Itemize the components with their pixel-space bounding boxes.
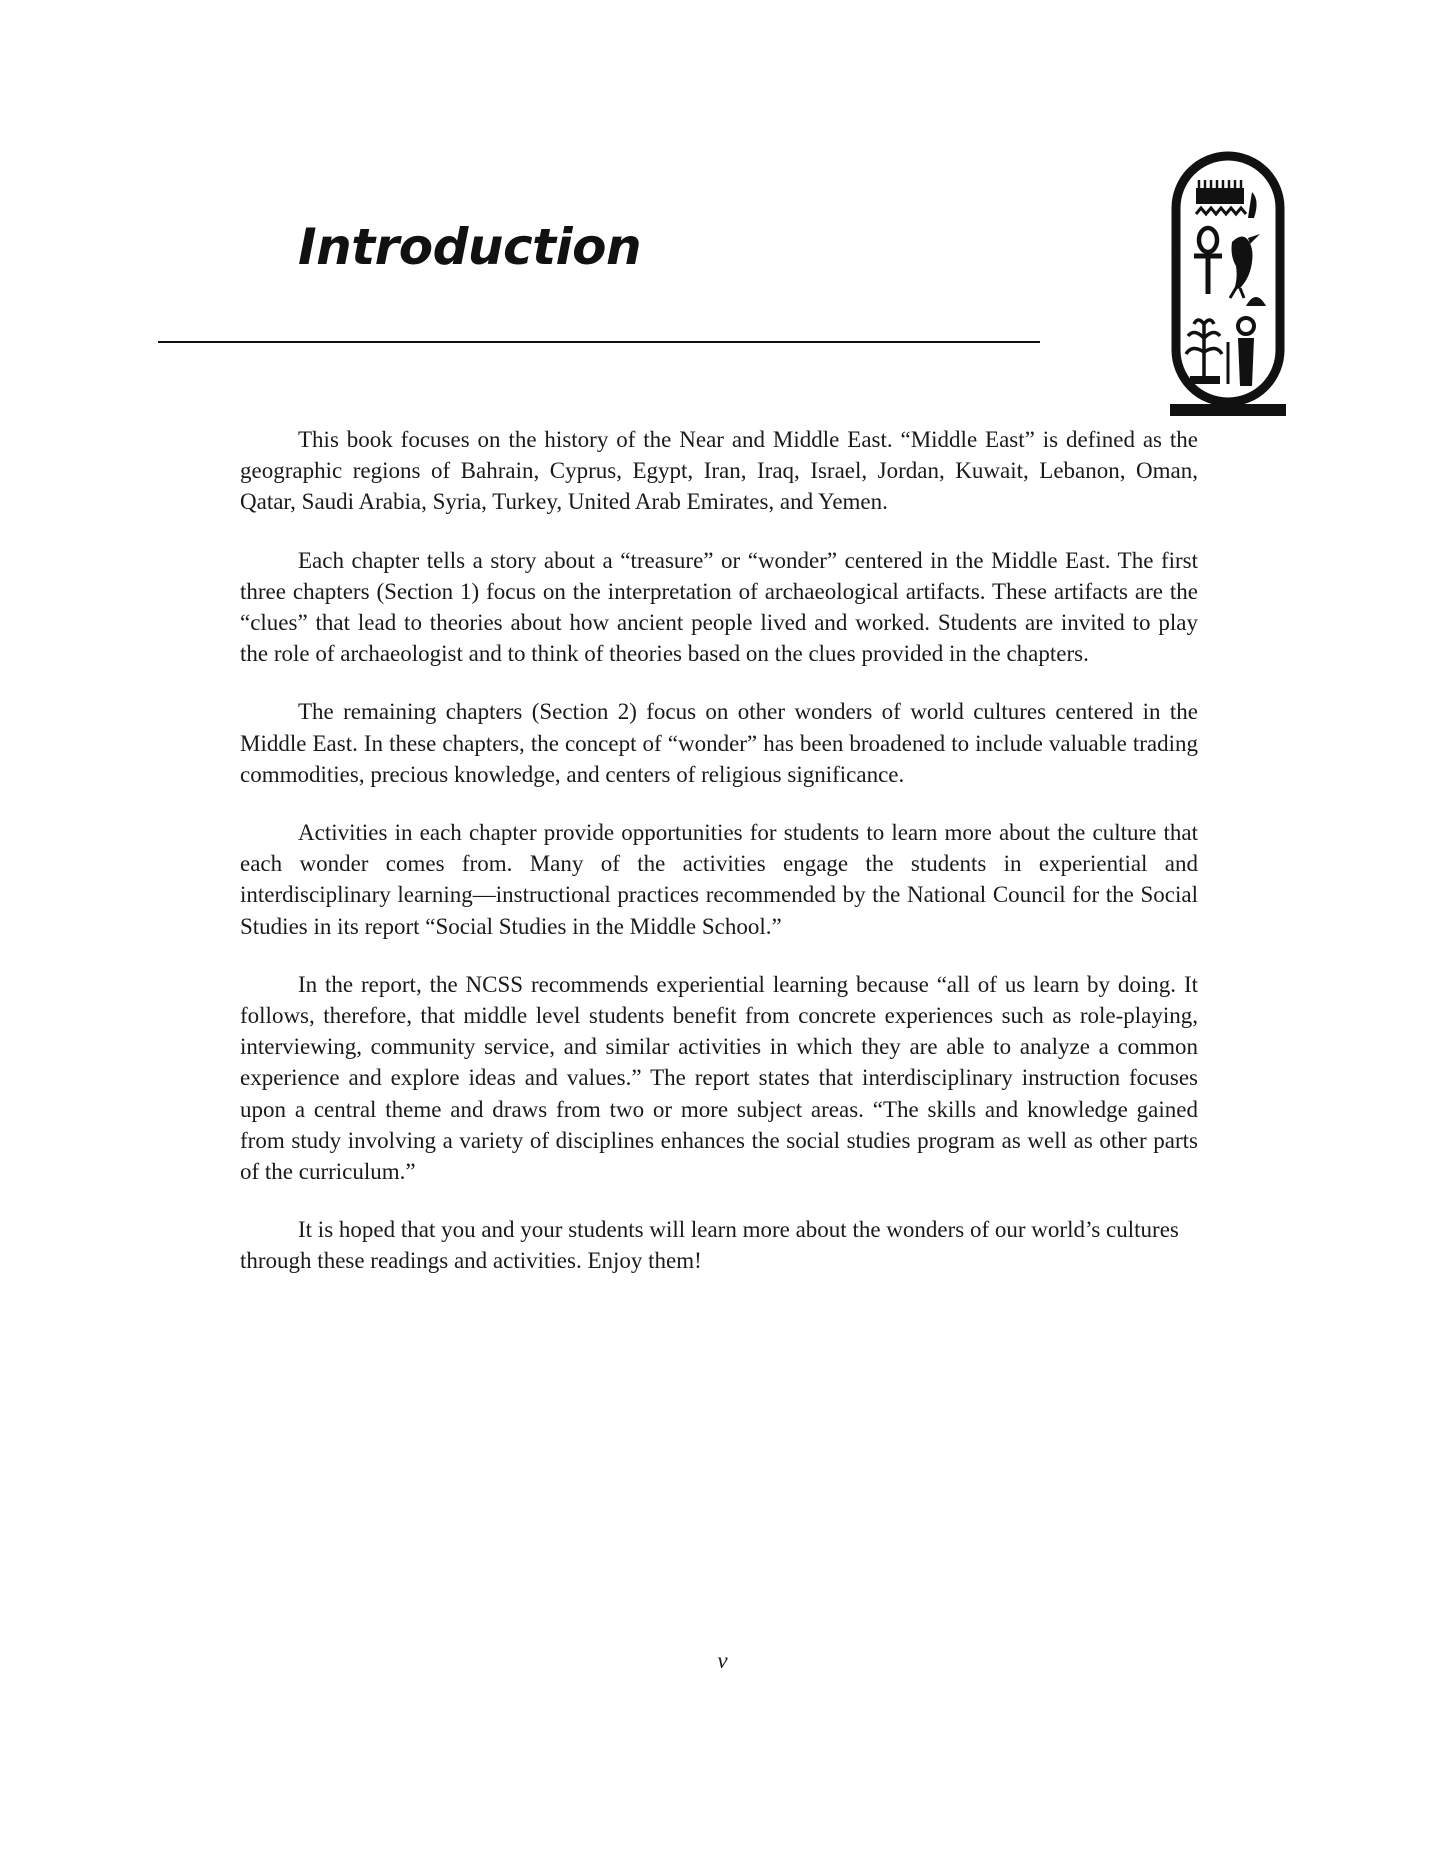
- title-underline-rule: [158, 341, 1040, 343]
- page-title: Introduction: [298, 218, 642, 276]
- page-number: v: [717, 1648, 728, 1673]
- egyptian-cartouche-icon: [1168, 148, 1288, 420]
- paragraph-closing: It is hoped that you and your students will learn more about the wonders of our world’s cultures through these readings and activities. Enjoy them!: [240, 1217, 1179, 1274]
- introduction-body: [240, 424, 1198, 1304]
- paragraph-activities: Activities in each chapter provide opportunities for students to learn more about the culture that each wonder comes from. Many of the activities engage the students in experiential and interdisciplinary learning—instructional practices recommended by the National Council for the Social Studies in its report “Social Studies in the Middle School.”: [240, 820, 1198, 939]
- paragraph-middle-east-definition: This book focuses on the history of the Near and Middle East. “Middle East” is defined as the geographic regions of Bahrain, Cyprus, Egypt, Iran, Iraq, Israel, Jordan, Kuwait, Lebanon, Oman, Qatar, Saudi Arabia, Syria, Turkey, United Arab Emirates, and Yemen.: [240, 427, 1198, 515]
- paragraph-section-2: The remaining chapters (Section 2) focus on other wonders of world cultures centered in the Middle East. In these chapters, the concept of “wonder” has been broadened to include valuable trading commodities, precious knowledge, and centers of religious significance.: [240, 699, 1198, 787]
- paragraph-section-1: Each chapter tells a story about a “treasure” or “wonder” centered in the Middle East. The first three chapters (Section 1) focus on the interpretation of archaeological artifacts. These artifacts are the “clues” that lead to theories about how ancient people lived and worked. Students are invited to play the role of archaeologist and to think of theories based on the clues provided in the chapters.: [240, 547, 1198, 667]
- paragraph-ncss-report: In the report, the NCSS recommends experiential learning because “all of us learn by doing. It follows, therefore, that middle level students benefit from concrete experiences such as role-playing, interviewing, community service, and similar activities in which they are able to analyze a common experience and explore ideas and values.” The report states that interdisciplinary instruction focuses upon a central theme and draws from two or more subject areas. “The skills and knowledge gained from study involving a variety of disciplines enhances the social studies program as well as other parts of the curriculum.”: [240, 971, 1198, 1185]
